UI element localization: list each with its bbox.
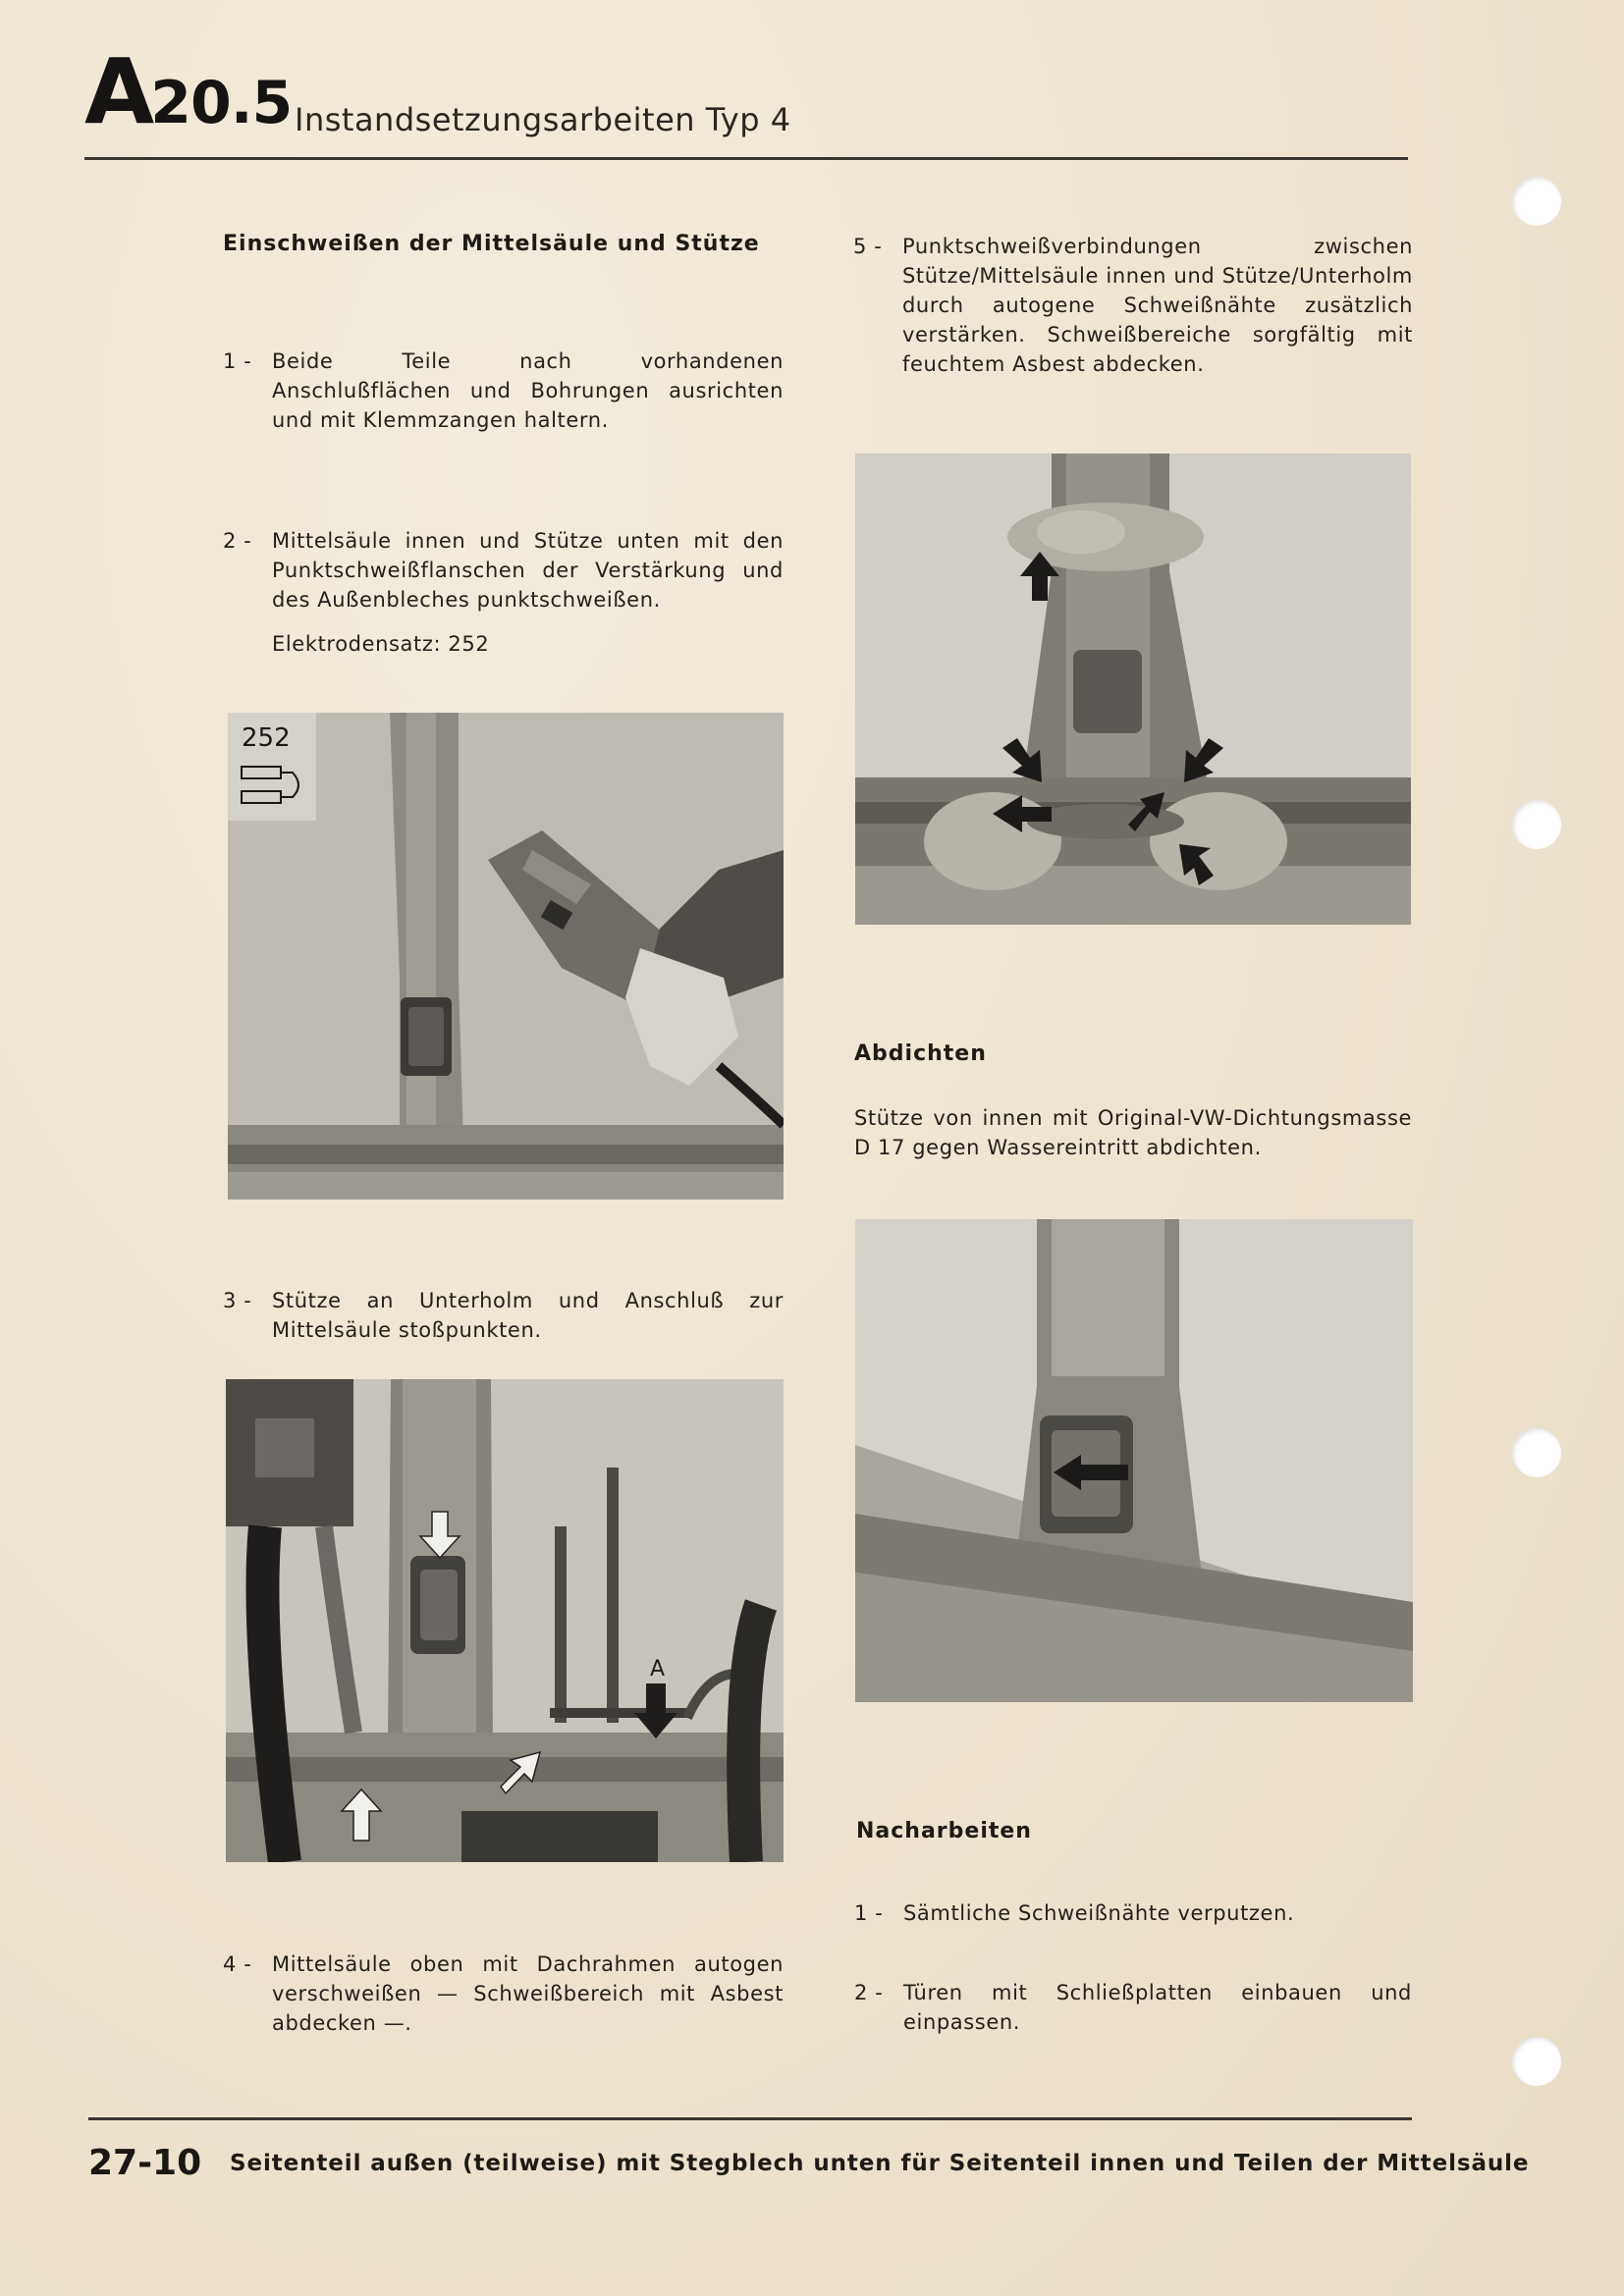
step-text: Türen mit Schließplatten einbauen und einpassen. — [903, 1981, 1412, 2034]
section-heading-welding: Einschweißen der Mittelsäule und Stütze — [223, 232, 760, 256]
finishing-step-2 — [854, 1978, 1412, 2039]
step-5 — [853, 232, 1413, 381]
step-number: 5 - — [853, 235, 883, 258]
step-text: Stütze an Unterholm und Anschluß zur Mittelsäule stoßpunkten. — [272, 1289, 784, 1342]
marker-label-a: A — [650, 1657, 666, 1682]
step-2 — [223, 526, 784, 616]
step-number: 2 - — [854, 1981, 884, 2004]
photo-spot-welding — [228, 713, 784, 1200]
step-text: Sämtliche Schweißnähte verputzen. — [903, 1901, 1295, 1925]
page-number: 27-10 — [88, 2143, 202, 2183]
punch-hole — [1512, 177, 1561, 226]
step-text: Mittelsäule innen und Stütze unten mit den Punktschweißflanschen der Verstärkung und des Außenbleches punktschweißen. — [272, 529, 784, 612]
section-heading-sealing: Abdichten — [854, 1041, 987, 1066]
photo-tack-welding — [226, 1379, 784, 1862]
photo-sealing — [855, 1219, 1413, 1702]
photo-gas-welding — [855, 454, 1411, 925]
punch-hole — [1512, 800, 1561, 849]
step-text: Mittelsäule oben mit Dachrahmen autogen verschweißen — Schweißbereich mit Asbest abdecken —. — [272, 1952, 784, 2035]
footer-rule — [88, 2117, 1412, 2120]
footer-title: Seitenteil außen (teilweise) mit Stegblech unten für Seitenteil innen und Teilen der Mittelsäule — [230, 2151, 1530, 2176]
punch-hole — [1512, 1428, 1561, 1477]
punch-hole — [1512, 2037, 1561, 2086]
section-code — [84, 39, 292, 144]
step-text: Beide Teile nach vorhandenen Anschlußflächen und Bohrungen ausrichten und mit Klemmzangen haltern. — [272, 349, 784, 432]
step-number: 1 - — [223, 349, 252, 373]
electrode-number-label: 252 — [242, 723, 291, 753]
header-rule — [84, 157, 1408, 160]
step-number: 2 - — [223, 529, 252, 553]
step-text: Punktschweißverbindungen zwischen Stütze/Mittelsäule innen und Stütze/Unterholm durch autogene Schweißnähte zusätzlich verstärken. Schweißbereiche sorgfältig mit feuchtem Asbest abdecken. — [902, 235, 1413, 376]
step-number: 4 - — [223, 1952, 252, 1976]
page-title: Instandsetzungsarbeiten Typ 4 — [295, 101, 791, 138]
section-heading-finishing: Nacharbeiten — [856, 1819, 1032, 1843]
sealing-text: Stütze von innen mit Original-VW-Dichtungsmasse D 17 gegen Wassereintritt abdichten. — [854, 1106, 1412, 1159]
section-number: 20.5 — [150, 69, 293, 137]
step-number: 3 - — [223, 1289, 252, 1312]
step-3 — [223, 1286, 784, 1347]
electrode-note: Elektrodensatz: 252 — [272, 632, 490, 656]
section-letter: A — [84, 39, 151, 144]
step-4 — [223, 1949, 784, 2040]
step-1 — [223, 347, 784, 437]
finishing-step-1 — [854, 1898, 1412, 1930]
step-number: 1 - — [854, 1901, 884, 1925]
